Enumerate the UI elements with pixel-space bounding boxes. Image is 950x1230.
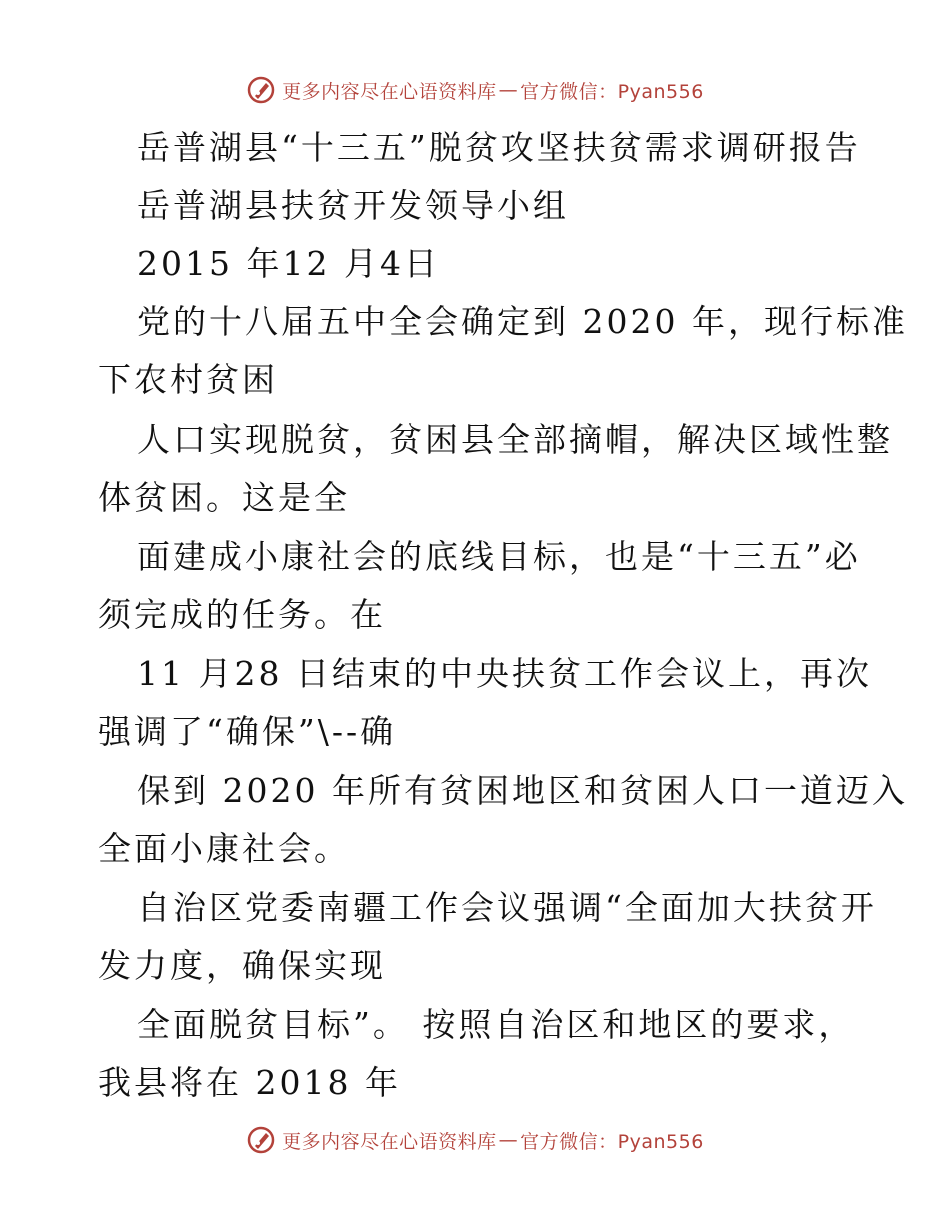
- document-title: 岳普湖县“十三五”脱贫攻坚扶贫需求调研报告: [137, 128, 861, 167]
- paragraph-line: 须完成的任务。在: [98, 595, 386, 634]
- watermark-text: 更多内容尽在心语资料库: [282, 1130, 497, 1153]
- paragraph-line: 强调了“确保”\--确: [98, 712, 397, 751]
- watermark-text: 更多内容尽在心语资料库: [282, 80, 497, 103]
- watermark-separator: —: [498, 79, 519, 101]
- paragraph-line: 人口实现脱贫，贫困县全部摘帽，解决区域性整: [137, 420, 893, 459]
- paragraph-line: 全面小康社会。: [98, 829, 350, 868]
- paragraph-line: 自治区党委南疆工作会议强调“全面加大扶贫开: [137, 888, 877, 927]
- watermark-separator: —: [498, 1129, 519, 1151]
- paragraph-line: 11 月28 日结束的中央扶贫工作会议上，再次: [137, 654, 872, 693]
- document-date: 2015 年12 月4日: [137, 244, 440, 283]
- paragraph-line: 我县将在 2018 年: [98, 1063, 401, 1102]
- paragraph-line: 全面脱贫目标”。 按照自治区和地区的要求，: [137, 1005, 855, 1044]
- document-author: 岳普湖县扶贫开发领导小组: [137, 186, 569, 225]
- paragraph-line: 下农村贫困: [98, 360, 278, 399]
- paragraph-line: 保到 2020 年所有贫困地区和贫困人口一道迈入: [137, 771, 908, 810]
- paragraph-line: 党的十八届五中全会确定到 2020 年，现行标准: [137, 302, 908, 341]
- footer-watermark: [0, 1122, 950, 1158]
- paragraph-line: 体贫困。这是全: [98, 478, 350, 517]
- pen-logo-icon: [246, 1125, 276, 1155]
- watermark-wechat: 官方微信：Pyan556: [520, 80, 704, 103]
- watermark-wechat: 官方微信：Pyan556: [520, 1130, 704, 1153]
- paragraph-line: 发力度，确保实现: [98, 946, 386, 985]
- paragraph-line: 面建成小康社会的底线目标，也是“十三五”必: [137, 537, 861, 576]
